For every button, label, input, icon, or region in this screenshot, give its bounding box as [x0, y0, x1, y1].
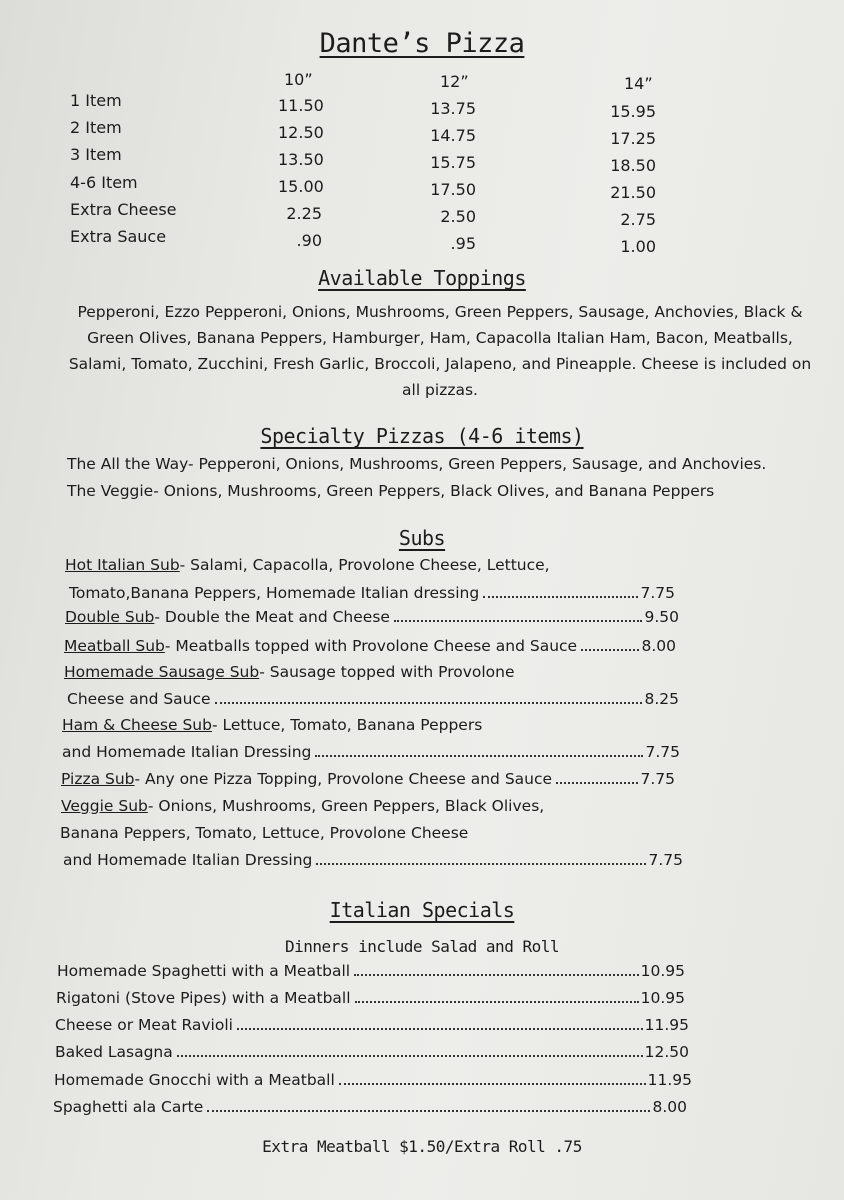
price-14: 21.50: [610, 183, 656, 202]
sub-item-hot-italian: Hot Italian Sub- Salami, Capacolla, Provolone Cheese, Lettuce,: [65, 556, 550, 574]
price-10: .90: [296, 231, 322, 250]
price: 8.25: [644, 690, 679, 708]
sub-item-pizza: Pizza Sub - Any one Pizza Topping, Provolone Cheese and Sauce 7.75: [61, 770, 675, 788]
price: 7.75: [648, 851, 683, 869]
toppings-line: all pizzas.: [402, 381, 478, 399]
size-12-header: 12”: [440, 72, 469, 91]
toppings-line: Salami, Tomato, Zucchini, Fresh Garlic, Broccoli, Jalapeno, and Pineapple. Cheese is included on: [68, 355, 812, 373]
specialty-veggie: The Veggie- Onions, Mushrooms, Green Peppers, Black Olives, and Banana Peppers: [67, 482, 715, 500]
sub-item-price-line: Tomato,Banana Peppers, Homemade Italian dressing 7.75: [69, 584, 675, 602]
italian-item: Cheese or Meat Ravioli 11.95: [55, 1016, 689, 1034]
price-12: 13.75: [430, 99, 476, 118]
price: 7.75: [640, 770, 675, 788]
price-12: 14.75: [430, 126, 476, 145]
price: 12.50: [644, 1043, 689, 1061]
italian-item: Homemade Gnocchi with a Meatball 11.95: [54, 1071, 692, 1089]
price: 10.95: [640, 962, 685, 980]
toppings-text: [60, 299, 820, 403]
toppings-title: Available Toppings: [318, 266, 526, 290]
price: 11.95: [647, 1071, 692, 1089]
price-10: 11.50: [278, 96, 324, 115]
toppings-line: Green Olives, Banana Peppers, Hamburger, Ham, Capacolla Italian Ham, Bacon, Meatballs,: [87, 329, 793, 347]
italian-title: Italian Specials: [329, 898, 515, 922]
specialty-title: Specialty Pizzas (4-6 items): [260, 424, 584, 448]
row-label: 1 Item: [70, 91, 122, 110]
price-12: 2.50: [440, 207, 476, 226]
sub-item-meatball: Meatball Sub - Meatballs topped with Provolone Cheese and Sauce 8.00: [64, 637, 676, 655]
sub-item-price-line: and Homemade Italian Dressing 7.75: [62, 743, 680, 761]
price-14: 15.95: [610, 102, 656, 121]
price-14: 17.25: [610, 129, 656, 148]
row-label: 4-6 Item: [70, 173, 138, 192]
price: 11.95: [644, 1016, 689, 1034]
price-14: 1.00: [620, 237, 656, 256]
italian-subtitle: Dinners include Salad and Roll: [285, 937, 559, 956]
sub-item-ham-cheese: Ham & Cheese Sub- Lettuce, Tomato, Banana Peppers: [62, 716, 483, 734]
italian-item: Rigatoni (Stove Pipes) with a Meatball 10.95: [56, 989, 685, 1007]
price-10: 15.00: [278, 177, 324, 196]
specialty-all-the-way: The All the Way- Pepperoni, Onions, Mushrooms, Green Peppers, Sausage, and Anchovies.: [67, 455, 767, 473]
price-12: 15.75: [430, 153, 476, 172]
price: 7.75: [640, 584, 675, 602]
price-14: 2.75: [620, 210, 656, 229]
sub-item-double: Double Sub - Double the Meat and Cheese 9.50: [65, 608, 679, 626]
sub-item-sausage: Homemade Sausage Sub- Sausage topped with Provolone: [64, 663, 515, 681]
size-14-header: 14”: [624, 74, 653, 93]
price-14: 18.50: [610, 156, 656, 175]
price: 10.95: [640, 989, 685, 1007]
price-10: 12.50: [278, 123, 324, 142]
sub-item-price-line: and Homemade Italian Dressing 7.75: [63, 851, 683, 869]
price: 7.75: [645, 743, 680, 761]
extras-note: Extra Meatball $1.50/Extra Roll .75: [262, 1137, 582, 1156]
price: 9.50: [644, 608, 679, 626]
italian-item: Spaghetti ala Carte 8.00: [53, 1098, 687, 1116]
price: 8.00: [652, 1098, 687, 1116]
row-label: 3 Item: [70, 145, 122, 164]
price-10: 13.50: [278, 150, 324, 169]
italian-item: Baked Lasagna 12.50: [55, 1043, 689, 1061]
row-label: Extra Cheese: [70, 200, 177, 219]
toppings-line: Pepperoni, Ezzo Pepperoni, Onions, Mushrooms, Green Peppers, Sausage, Anchovies, Black &: [77, 303, 803, 321]
row-label: Extra Sauce: [70, 227, 167, 246]
italian-item: Homemade Spaghetti with a Meatball 10.95: [57, 962, 685, 980]
price-12: .95: [450, 234, 476, 253]
subs-title: Subs: [398, 526, 446, 550]
price: 8.00: [641, 637, 676, 655]
price-10: 2.25: [286, 204, 322, 223]
price-12: 17.50: [430, 180, 476, 199]
sub-item-veggie-line2: Banana Peppers, Tomato, Lettuce, Provolone Cheese: [60, 824, 469, 842]
size-10-header: 10”: [284, 70, 313, 89]
row-label: 2 Item: [70, 118, 122, 137]
sub-item-veggie: Veggie Sub- Onions, Mushrooms, Green Peppers, Black Olives,: [61, 797, 545, 815]
sub-item-price-line: Cheese and Sauce 8.25: [67, 690, 679, 708]
menu-title: Dante’s Pizza: [319, 28, 525, 59]
